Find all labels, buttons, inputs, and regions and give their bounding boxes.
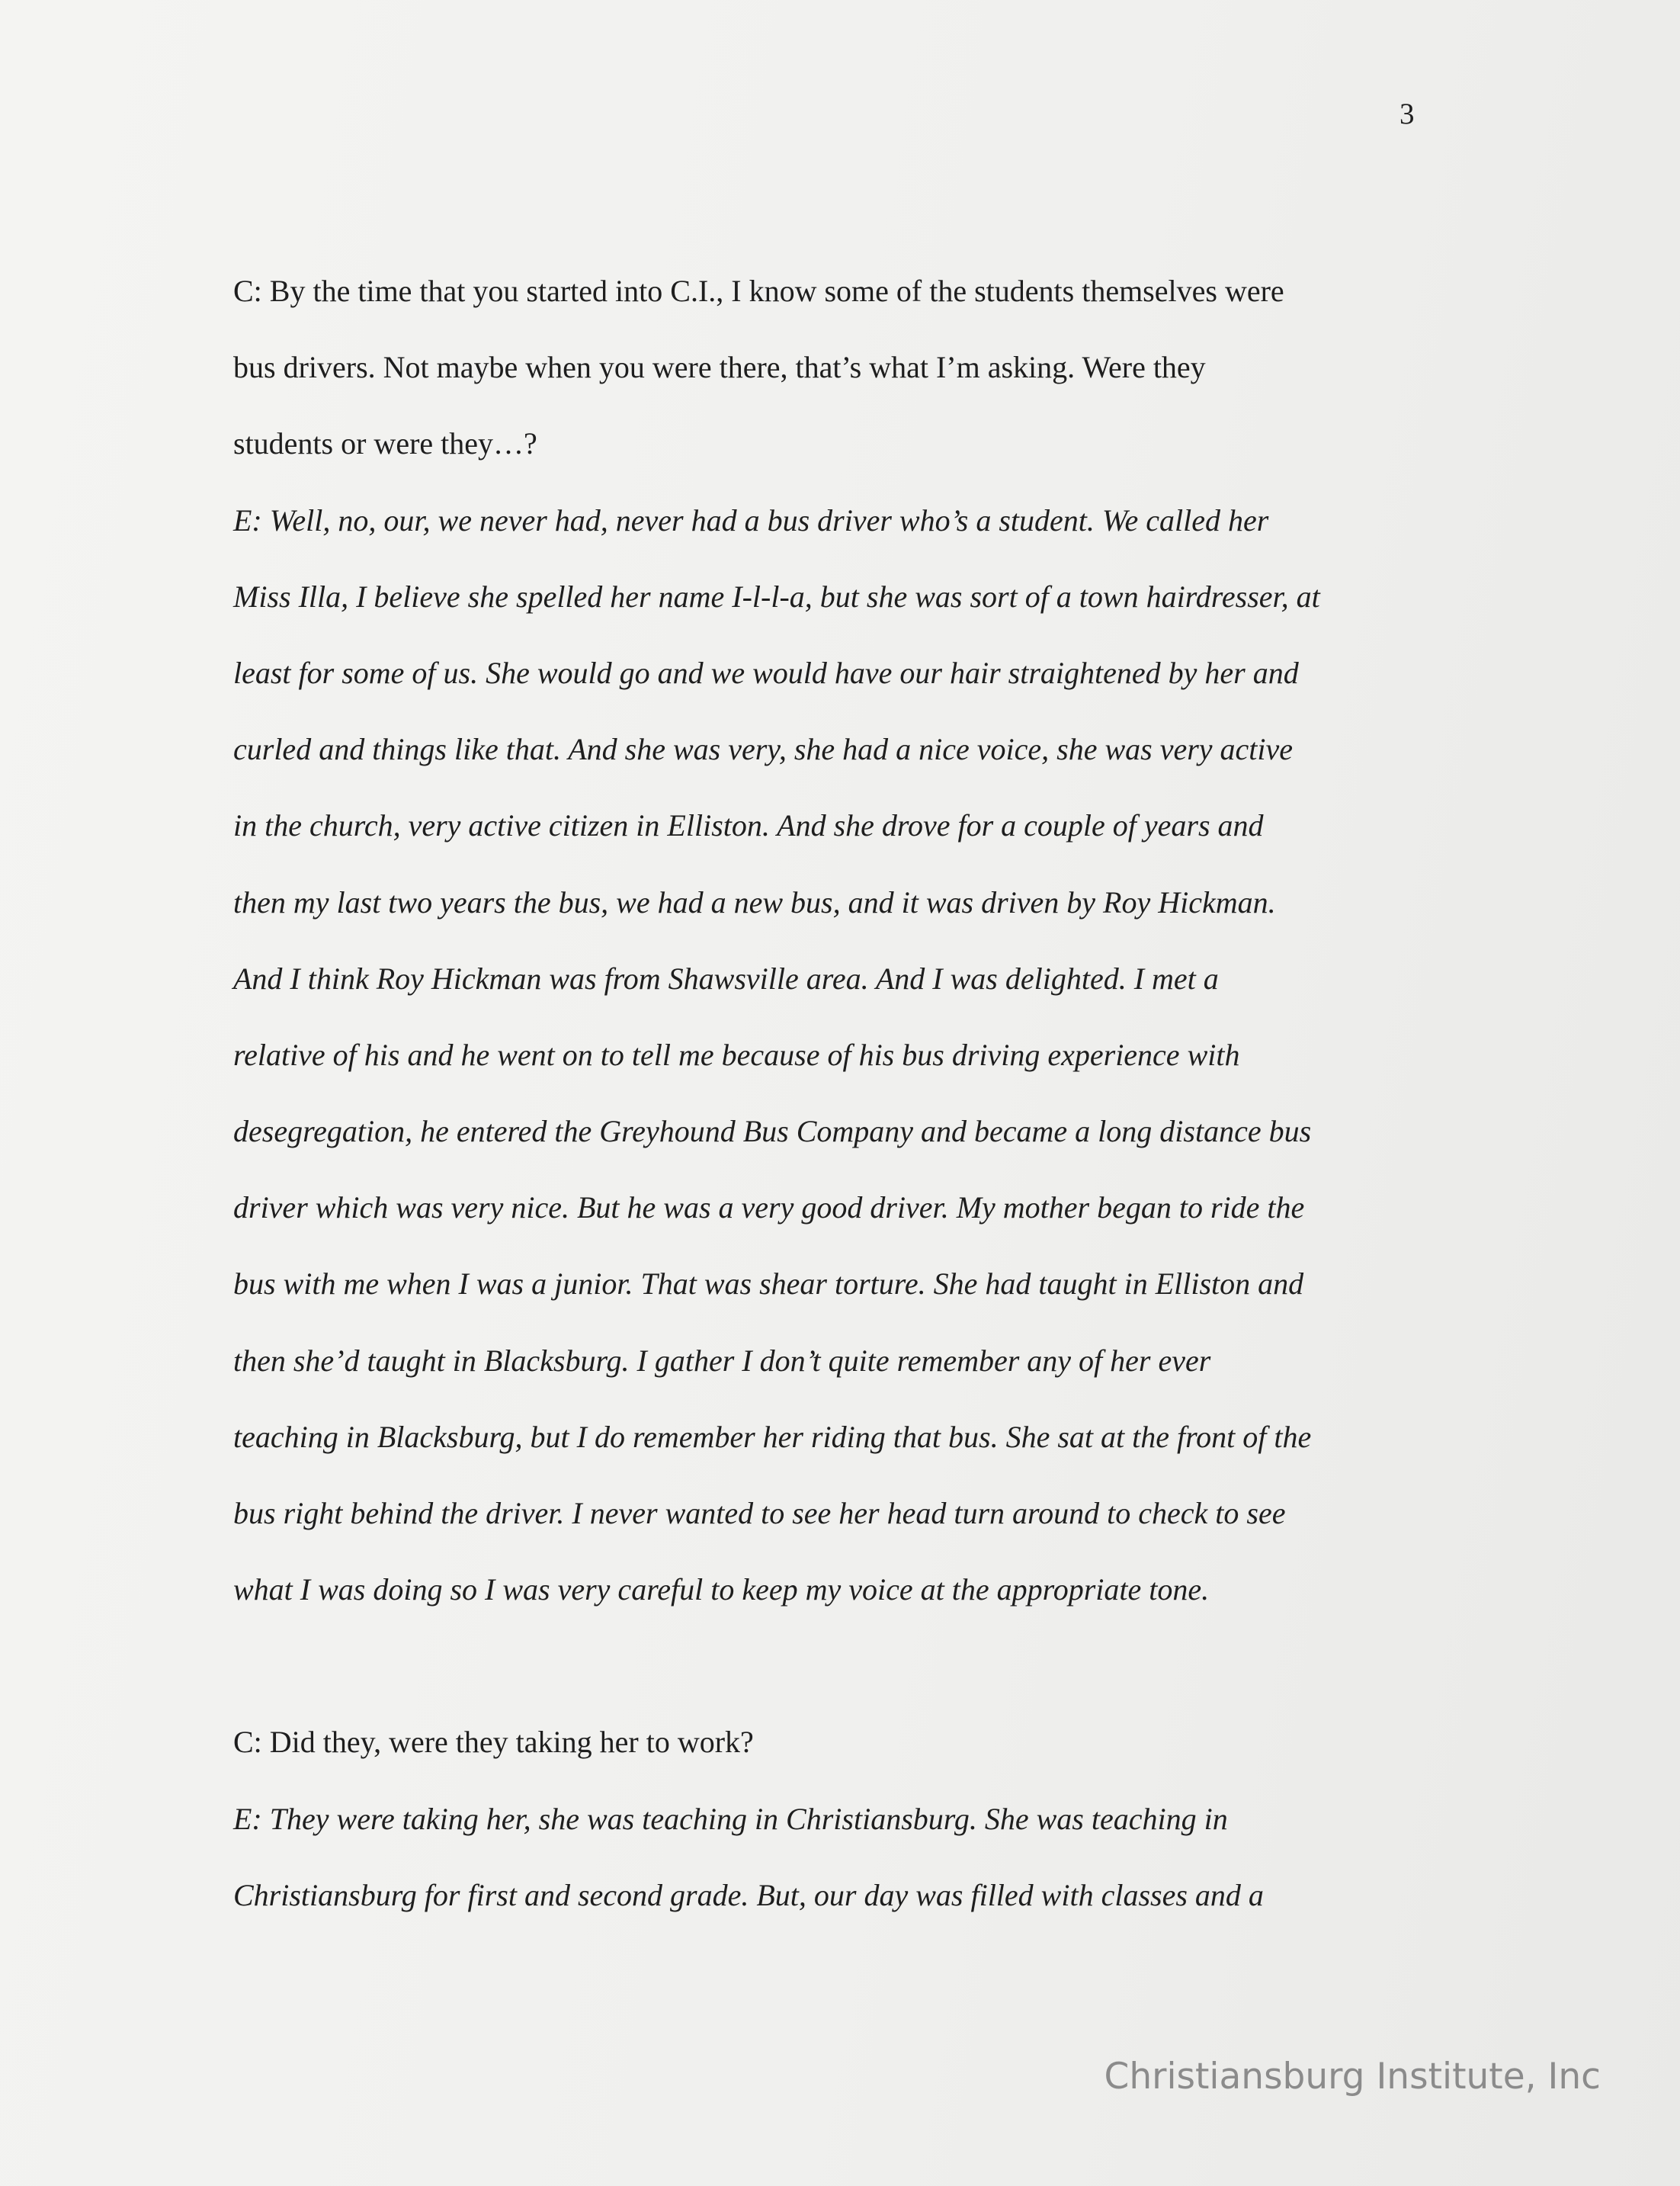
text-line: curled and things like that. And she was very, she had a nice voice, she was very active [233,732,1294,767]
text-line: C: By the time that you started into C.I., I know some of the students themselves were [233,274,1284,308]
interviewer-paragraph [233,271,1445,501]
text-line: E: They were taking her, she was teaching in Christiansburg. She was teaching in [233,1801,1228,1836]
paragraph-gap [233,1646,1445,1722]
text-line: driver which was very nice. But he was a very good driver. My mother began to ride the [233,1190,1305,1225]
text-line: bus drivers. Not maybe when you were there, that’s what I’m asking. Were they [233,350,1206,385]
text-line: least for some of us. She would go and we would have our hair straightened by her and [233,655,1299,690]
text-line: Christiansburg for first and second grade. But, our day was filled with classes and a [233,1877,1264,1912]
page-number: 3 [1399,98,1415,130]
text-line: bus with me when I was a junior. That was shear torture. She had taught in Elliston and [233,1266,1304,1302]
watermark: Christiansburg Institute, Inc [1104,2056,1601,2098]
respondent-paragraph [233,1799,1445,1952]
text-line: bus right behind the driver. I never wanted to see her head turn around to check to see [233,1496,1286,1530]
respondent-paragraph [233,501,1445,1647]
interviewer-paragraph [233,1722,1445,1799]
text-line: E: Well, no, our, we never had, never had a bus driver who’s a student. We called her [233,502,1269,538]
transcript-body [233,271,1445,1952]
text-line: then she’d taught in Blacksburg. I gather I don’t quite remember any of her ever [233,1343,1211,1378]
text-line: Miss Illa, I believe she spelled her name I-l-l-a, but she was sort of a town hairdresser, at [233,579,1320,614]
text-line: desegregation, he entered the Greyhound Bus Company and became a long distance bus [233,1114,1312,1149]
text-line: teaching in Blacksburg, but I do remember her riding that bus. She sat at the front of the [233,1419,1312,1454]
text-line: what I was doing so I was very careful to keep my voice at the appropriate tone. [233,1572,1210,1607]
text-line: And I think Roy Hickman was from Shawsville area. And I was delighted. I met a [233,961,1219,996]
text-line: students or were they…? [233,426,537,461]
text-line: then my last two years the bus, we had a new bus, and it was driven by Roy Hickman. [233,884,1276,920]
text-line: relative of his and he went on to tell me because of his bus driving experience with [233,1037,1240,1072]
text-line: in the church, very active citizen in Elliston. And she drove for a couple of years and [233,808,1264,843]
text-line: C: Did they, were they taking her to work? [233,1725,754,1760]
